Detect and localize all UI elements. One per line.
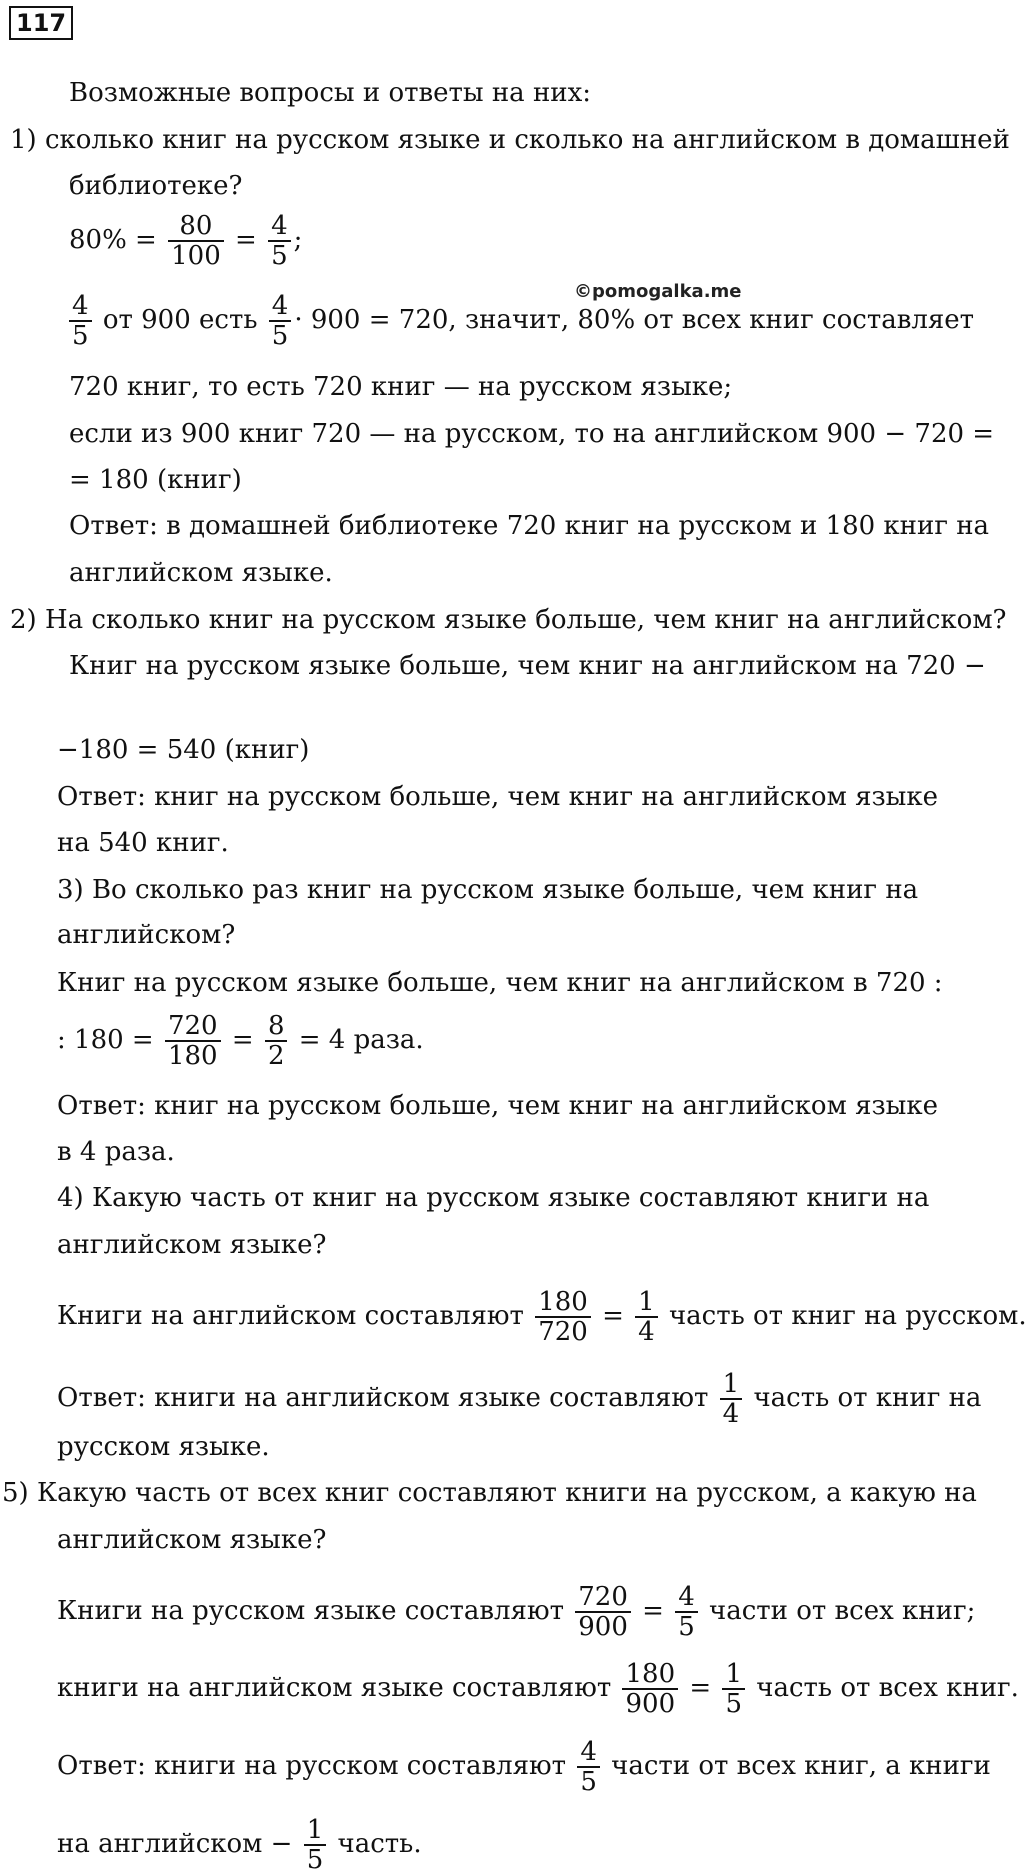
- q1-line-180: = 180 (книг): [69, 465, 242, 495]
- q3-answer-line2: в 4 раза.: [57, 1137, 175, 1167]
- q5-line1: [57, 1583, 975, 1641]
- q4-answer-line2: русском языке.: [57, 1432, 270, 1462]
- denominator: 100: [168, 240, 224, 270]
- equals-sign: =: [231, 1025, 254, 1055]
- q5-a2-prefix: на английском −: [57, 1829, 293, 1859]
- denominator: 5: [577, 1766, 600, 1796]
- numerator: 1: [638, 1287, 655, 1317]
- denominator: 900: [622, 1688, 678, 1718]
- q1-equation1: [69, 212, 302, 270]
- fraction-8-2: [265, 1012, 288, 1070]
- q1-question-line2: библиотеке?: [69, 171, 243, 201]
- q2-line1: Книг на русском языке больше, чем книг на английском на 720 −: [69, 651, 986, 681]
- q5-a-prefix: Ответ: книги на русском составляют: [57, 1751, 567, 1781]
- fraction-180-720: [535, 1288, 591, 1346]
- q4-answer-suffix: часть от книг на: [753, 1383, 982, 1413]
- q5-a2-suffix: часть.: [337, 1829, 422, 1859]
- q1-eq2-suffix: · 900 = 720, значит, 80% от всех книг составляет: [294, 305, 975, 335]
- denominator: 5: [722, 1688, 745, 1718]
- q2-answer-line1: Ответ: книг на русском больше, чем книг на английском языке: [57, 782, 938, 812]
- q4-question-line1: 4) Какую часть от книг на русском языке составляют книги на: [57, 1183, 930, 1213]
- equals-sign: =: [235, 225, 257, 255]
- q5-question-line2: английском языке?: [57, 1525, 327, 1555]
- q4-answer-prefix: Ответ: книги на английском языке составляют: [57, 1383, 709, 1413]
- denominator: 5: [269, 320, 292, 350]
- q1-answer-line1: Ответ: в домашней библиотеке 720 книг на русском и 180 книг на: [69, 511, 990, 541]
- fraction-4-5: [268, 212, 291, 270]
- numerator: 4: [271, 291, 289, 321]
- fraction-80-100: [168, 212, 224, 270]
- fraction-1-4: [720, 1370, 743, 1428]
- numerator: 1: [722, 1369, 740, 1399]
- q3-question-line2: английском?: [57, 920, 236, 950]
- q2-line2: −180 = 540 (книг): [57, 735, 310, 765]
- fraction-1-4: [635, 1288, 658, 1346]
- q4-question-line2: английском языке?: [57, 1230, 327, 1260]
- equals-sign: =: [602, 1301, 624, 1331]
- numerator: 4: [580, 1737, 597, 1767]
- numerator: 4: [271, 211, 288, 241]
- fraction-180-900: [622, 1660, 678, 1718]
- numerator: 720: [167, 1011, 218, 1041]
- q2-answer-line2: на 540 книг.: [57, 828, 229, 858]
- equals-sign: =: [689, 1673, 712, 1703]
- fraction-4-5: [577, 1738, 600, 1796]
- q3-eq-suffix: = 4 раза.: [298, 1025, 424, 1055]
- denominator: 5: [304, 1844, 327, 1874]
- numerator: 1: [306, 1815, 324, 1845]
- problem-number: 117: [9, 6, 73, 40]
- q1-answer-line2: английском языке.: [69, 558, 333, 588]
- q5-answer-line1: [57, 1738, 991, 1796]
- q5-a-suffix: части от всех книг, а книги: [611, 1751, 991, 1781]
- denominator: 5: [675, 1611, 698, 1641]
- q1-eq2-mid: от 900 есть: [102, 305, 258, 335]
- numerator: 180: [538, 1287, 588, 1317]
- q5-answer-line2: [57, 1816, 422, 1874]
- intro-text: Возможные вопросы и ответы на них:: [69, 78, 592, 108]
- fraction-1-5: [304, 1816, 327, 1874]
- fraction-1-5: [722, 1660, 745, 1718]
- q5-l2-prefix: книги на английском языке составляют: [57, 1673, 612, 1703]
- semicolon: ;: [293, 225, 303, 255]
- denominator: 4: [720, 1398, 743, 1428]
- q4-line1: [57, 1288, 1027, 1346]
- denominator: 5: [69, 320, 92, 350]
- q5-l2-suffix: часть от всех книг.: [756, 1673, 1019, 1703]
- q3-eq-prefix: : 180 =: [57, 1025, 154, 1055]
- fraction-4-5: [269, 292, 292, 350]
- q2-question: 2) На сколько книг на русском языке больше, чем книг на английском?: [10, 605, 1007, 635]
- denominator: 180: [165, 1040, 221, 1070]
- fraction-4-5: [675, 1583, 698, 1641]
- q5-line2: [57, 1660, 1019, 1718]
- numerator: 1: [725, 1659, 742, 1689]
- denominator: 4: [635, 1316, 658, 1346]
- q1-question-line1: 1) сколько книг на русском языке и сколько на английском в домашней: [10, 125, 1010, 155]
- q1-line-if: если из 900 книг 720 — на русском, то на английском 900 − 720 =: [69, 419, 995, 449]
- q1-eq1-prefix: 80% =: [69, 225, 157, 255]
- numerator: 720: [578, 1582, 628, 1612]
- denominator: 900: [575, 1611, 631, 1641]
- q5-l1-suffix: части от всех книг;: [709, 1596, 976, 1626]
- q5-l1-prefix: Книги на русском языке составляют: [57, 1596, 564, 1626]
- q5-question-line1: 5) Какую часть от всех книг составляют книги на русском, а какую на: [2, 1478, 977, 1508]
- denominator: 720: [535, 1316, 591, 1346]
- q4-answer-line1: [57, 1370, 981, 1428]
- fraction-720-180: [165, 1012, 221, 1070]
- equals-sign: =: [642, 1596, 664, 1626]
- numerator: 4: [678, 1582, 695, 1612]
- numerator: 4: [72, 291, 89, 321]
- numerator: 180: [625, 1659, 676, 1689]
- q3-equation: [57, 1012, 424, 1070]
- q1-line-720: 720 книг, то есть 720 книг — на русском языке;: [69, 372, 733, 402]
- q1-equation2: [66, 292, 974, 350]
- q3-line1: Книг на русском языке больше, чем книг на английском в 720 :: [57, 968, 943, 998]
- q4-line-prefix: Книги на английском составляют: [57, 1301, 524, 1331]
- numerator: 8: [267, 1011, 285, 1041]
- q3-question-line1: 3) Во сколько раз книг на русском языке больше, чем книг на: [57, 875, 919, 905]
- watermark: ©pomogalka.me: [574, 281, 742, 302]
- fraction-720-900: [575, 1583, 631, 1641]
- fraction-4-5: [69, 292, 92, 350]
- denominator: 2: [265, 1040, 288, 1070]
- numerator: 80: [179, 211, 213, 241]
- q4-line-suffix: часть от книг на русском.: [668, 1301, 1027, 1331]
- denominator: 5: [268, 240, 291, 270]
- q3-answer-line1: Ответ: книг на русском больше, чем книг на английском языке: [57, 1091, 938, 1121]
